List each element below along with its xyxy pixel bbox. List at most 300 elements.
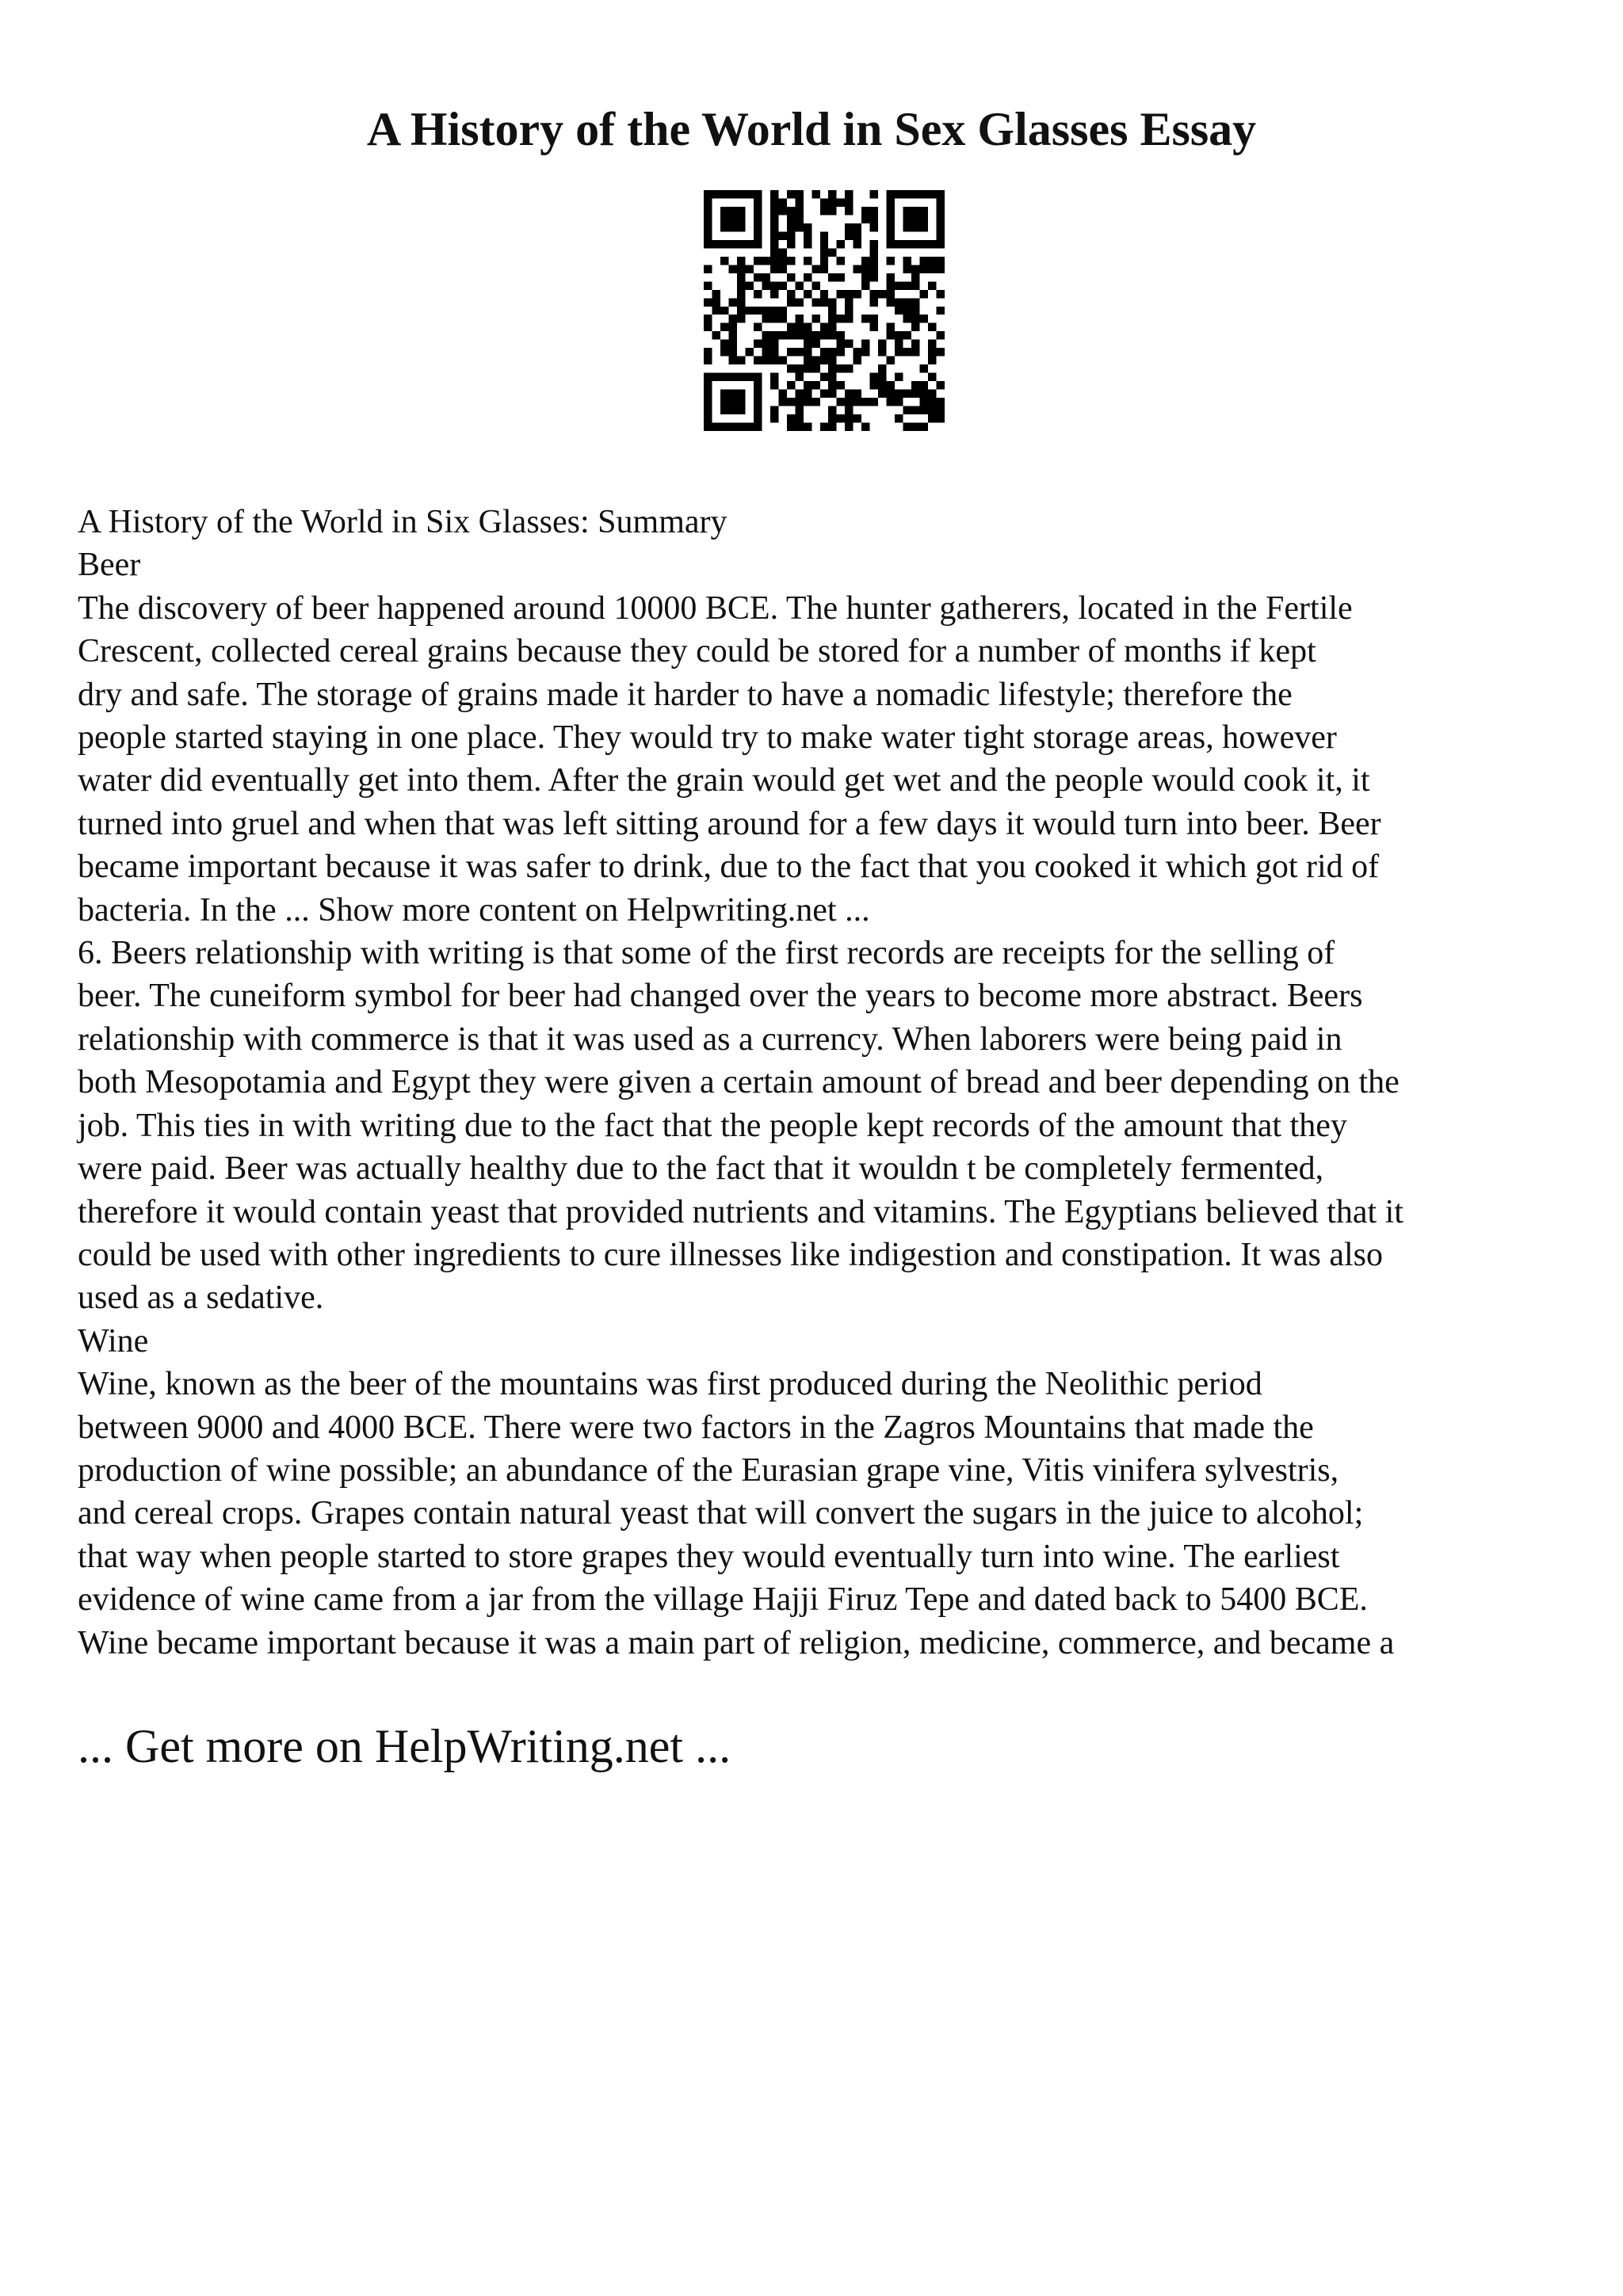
body-line: A History of the World in Six Glasses: Summary: [78, 504, 727, 540]
qr-module: [720, 190, 728, 198]
qr-module: [828, 315, 836, 322]
qr-module: [928, 398, 936, 406]
qr-module: [928, 190, 936, 198]
qr-module: [928, 348, 936, 356]
qr-module: [754, 381, 762, 389]
qr-module: [870, 381, 878, 389]
qr-module: [887, 290, 895, 298]
qr-module: [812, 190, 819, 198]
qr-module: [770, 265, 778, 273]
qr-module: [770, 381, 778, 389]
qr-module: [911, 240, 919, 248]
qr-module: [720, 207, 728, 215]
qr-module: [878, 340, 886, 348]
qr-module: [804, 357, 812, 364]
qr-module: [770, 290, 778, 298]
qr-module: [861, 207, 869, 215]
qr-module: [895, 398, 903, 406]
qr-module: [911, 307, 919, 315]
qr-module: [787, 298, 795, 306]
body-line: production of wine possible; an abundance of the Eurasian grape vine, Vitis vinifera sylvestris,: [78, 1451, 1339, 1489]
qr-module: [728, 207, 736, 215]
qr-module: [704, 265, 712, 273]
qr-module: [795, 315, 803, 322]
qr-module: [795, 364, 803, 372]
body-line: job. This ties in with writing due to the fact that the people kept records of the amount that they: [78, 1107, 1347, 1144]
qr-module: [754, 257, 762, 265]
qr-module: [754, 207, 762, 215]
qr-module: [911, 406, 919, 414]
qr-module: [837, 290, 845, 298]
body-line: became important because it was safer to drink, due to the fact that you cooked it which got rid of: [78, 849, 1380, 886]
qr-module: [720, 390, 728, 398]
qr-module: [920, 265, 928, 273]
qr-module: [770, 215, 778, 223]
qr-module: [928, 340, 936, 348]
qr-module: [787, 240, 795, 248]
qr-module: [737, 406, 745, 414]
qr-module: [737, 315, 745, 322]
qr-module: [754, 240, 762, 248]
qr-module: [828, 307, 836, 315]
qr-module: [728, 406, 736, 414]
qr-module: [804, 390, 812, 398]
qr-module: [804, 231, 812, 239]
qr-module: [928, 414, 936, 422]
qr-module: [704, 298, 712, 306]
qr-module: [911, 340, 919, 348]
qr-module: [895, 281, 903, 289]
qr-module: [861, 281, 869, 289]
qr-module: [845, 390, 853, 398]
qr-module: [903, 190, 911, 198]
qr-module: [937, 290, 945, 298]
body-line: Beer: [78, 547, 141, 584]
qr-module: [778, 331, 786, 339]
qr-module: [720, 223, 728, 231]
qr-module: [762, 281, 769, 289]
qr-module: [937, 331, 945, 339]
qr-module: [728, 373, 736, 381]
qr-module: [828, 414, 836, 422]
qr-module: [937, 215, 945, 223]
body-line: water did eventually get into them. After the grain would get wet and the people would cook it, it: [78, 762, 1370, 799]
qr-module: [720, 348, 728, 356]
qr-module: [770, 198, 778, 206]
qr-module: [820, 231, 828, 239]
qr-module: [737, 190, 745, 198]
qr-module: [804, 240, 812, 248]
qr-module: [720, 423, 728, 431]
qr-module: [870, 290, 878, 298]
qr-module: [920, 257, 928, 265]
qr-module: [745, 423, 753, 431]
qr-module: [812, 331, 819, 339]
qr-module: [887, 390, 895, 398]
qr-module: [820, 323, 828, 331]
qr-module: [937, 265, 945, 273]
qr-module: [870, 190, 878, 198]
qr-module: [704, 406, 712, 414]
qr-module: [754, 340, 762, 348]
qr-module: [828, 423, 836, 431]
qr-module: [854, 357, 861, 364]
qr-module: [762, 315, 769, 322]
qr-module: [737, 273, 745, 281]
qr-module: [937, 223, 945, 231]
qr-module: [770, 340, 778, 348]
qr-module: [928, 240, 936, 248]
qr-module: [737, 215, 745, 223]
qr-module: [712, 373, 720, 381]
qr-module: [745, 348, 753, 356]
qr-module: [828, 323, 836, 331]
qr-module: [704, 373, 712, 381]
qr-module: [903, 215, 911, 223]
qr-module: [903, 348, 911, 356]
qr-module: [937, 307, 945, 315]
qr-module: [887, 381, 895, 389]
qr-module: [812, 398, 819, 406]
qr-module: [795, 331, 803, 339]
qr-module: [920, 223, 928, 231]
qr-module: [712, 290, 720, 298]
qr-module: [820, 257, 828, 265]
qr-module: [787, 423, 795, 431]
qr-module: [820, 373, 828, 381]
qr-module: [920, 381, 928, 389]
qr-module: [787, 348, 795, 356]
qr-module: [845, 340, 853, 348]
qr-module: [820, 357, 828, 364]
qr-module: [795, 223, 803, 231]
qr-module: [928, 323, 936, 331]
qr-module: [795, 215, 803, 223]
qr-module: [937, 190, 945, 198]
qr-module: [870, 273, 878, 281]
qr-module: [870, 240, 878, 248]
qr-module: [795, 298, 803, 306]
qr-module: [845, 223, 853, 231]
qr-module: [720, 373, 728, 381]
qr-module: [911, 348, 919, 356]
qr-module: [845, 298, 853, 306]
qr-module: [920, 364, 928, 372]
qr-module: [887, 215, 895, 223]
qr-module: [920, 215, 928, 223]
qr-module: [870, 248, 878, 256]
qr-module: [911, 281, 919, 289]
qr-module: [770, 190, 778, 198]
qr-module: [820, 198, 828, 206]
qr-module: [778, 248, 786, 256]
qr-module: [720, 406, 728, 414]
body-line: Wine, known as the beer of the mountains was first produced during the Neolithic period: [78, 1366, 1262, 1403]
body-line: people started staying in one place. They would try to make water tight storage areas, however: [78, 719, 1337, 757]
qr-module: [854, 231, 861, 239]
qr-module: [804, 323, 812, 331]
qr-module: [737, 423, 745, 431]
qr-module: [820, 248, 828, 256]
qr-module: [704, 390, 712, 398]
qr-module: [728, 357, 736, 364]
qr-module: [712, 423, 720, 431]
qr-module: [895, 240, 903, 248]
qr-module: [754, 406, 762, 414]
qr-module: [911, 323, 919, 331]
qr-module: [820, 331, 828, 339]
qr-module: [804, 381, 812, 389]
qr-module: [737, 398, 745, 406]
qr-module: [812, 357, 819, 364]
qr-module: [795, 207, 803, 215]
qr-module: [770, 240, 778, 248]
qr-module: [911, 298, 919, 306]
qr-module: [854, 398, 861, 406]
qr-module: [812, 281, 819, 289]
qr-module: [754, 423, 762, 431]
qr-module: [737, 357, 745, 364]
qr-module: [778, 390, 786, 398]
qr-module: [728, 215, 736, 223]
qr-module: [870, 223, 878, 231]
qr-module: [887, 281, 895, 289]
qr-module: [754, 373, 762, 381]
qr-module: [770, 315, 778, 322]
qr-module: [920, 207, 928, 215]
qr-module: [737, 290, 745, 298]
qr-module: [903, 390, 911, 398]
qr-module: [928, 265, 936, 273]
qr-module: [770, 207, 778, 215]
qr-module: [728, 398, 736, 406]
qr-module: [837, 240, 845, 248]
qr-module: [828, 406, 836, 414]
qr-module: [845, 406, 853, 414]
qr-module: [820, 240, 828, 248]
body-line: therefore it would contain yeast that provided nutrients and vitamins. The Egyptians believed that it: [78, 1193, 1403, 1230]
qr-module: [728, 331, 736, 339]
body-line: and cereal crops. Grapes contain natural yeast that will convert the sugars in the juice to alcohol;: [78, 1495, 1364, 1532]
qr-module: [804, 398, 812, 406]
qr-module: [804, 290, 812, 298]
qr-module: [745, 307, 753, 315]
qr-module: [928, 257, 936, 265]
qr-module: [920, 190, 928, 198]
qr-module: [720, 240, 728, 248]
qr-module: [778, 231, 786, 239]
qr-module: [887, 357, 895, 364]
qr-module: [911, 223, 919, 231]
qr-module: [887, 323, 895, 331]
qr-module: [704, 198, 712, 206]
qr-module: [770, 231, 778, 239]
qr-module: [787, 215, 795, 223]
qr-module: [737, 207, 745, 215]
qr-module: [828, 357, 836, 364]
qr-module: [878, 373, 886, 381]
body-line: that way when people started to store grapes they would eventually turn into wine. The earliest: [78, 1538, 1340, 1575]
body-line: turned into gruel and when that was left sitting around for a few days it would turn into beer. Beer: [78, 805, 1381, 842]
qr-module: [795, 390, 803, 398]
qr-module: [903, 281, 911, 289]
qr-module: [770, 373, 778, 381]
qr-module: [812, 340, 819, 348]
qr-module: [837, 257, 845, 265]
qr-module: [720, 257, 728, 265]
qr-module: [812, 265, 819, 273]
qr-module: [762, 307, 769, 315]
qr-module: [861, 348, 869, 356]
qr-module: [704, 381, 712, 389]
qr-module: [903, 298, 911, 306]
qr-module: [861, 398, 869, 406]
qr-module: [754, 323, 762, 331]
qr-module: [754, 190, 762, 198]
body-line: Crescent, collected cereal grains because they could be stored for a number of months if kept: [78, 633, 1316, 670]
qr-module: [911, 273, 919, 281]
qr-module: [787, 207, 795, 215]
qr-module: [845, 307, 853, 315]
qr-module: [837, 364, 845, 372]
qr-module: [787, 223, 795, 231]
qr-module: [928, 281, 936, 289]
qr-module: [928, 390, 936, 398]
qr-module: [704, 423, 712, 431]
qr-module: [712, 298, 720, 306]
qr-module: [854, 240, 861, 248]
qr-module: [737, 240, 745, 248]
qr-module: [820, 298, 828, 306]
qr-module: [728, 265, 736, 273]
qr-module: [704, 357, 712, 364]
qr-module: [937, 198, 945, 206]
qr-module: [887, 223, 895, 231]
qr-module: [828, 198, 836, 206]
qr-module: [804, 223, 812, 231]
qr-module: [804, 364, 812, 372]
qr-module: [828, 373, 836, 381]
qr-module: [903, 307, 911, 315]
qr-module: [878, 390, 886, 398]
qr-module: [737, 257, 745, 265]
qr-module: [804, 340, 812, 348]
qr-module: [795, 414, 803, 422]
qr-module: [937, 381, 945, 389]
qr-module: [720, 340, 728, 348]
qr-module: [878, 381, 886, 389]
qr-module: [754, 390, 762, 398]
qr-module: [828, 273, 836, 281]
qr-module: [837, 398, 845, 406]
qr-module: [911, 390, 919, 398]
body-line: 6. Beers relationship with writing is that some of the first records are receipts for the selling of: [78, 935, 1335, 972]
qr-module: [812, 315, 819, 322]
qr-module: [920, 390, 928, 398]
qr-module: [795, 323, 803, 331]
qr-module: [762, 340, 769, 348]
qr-module: [778, 265, 786, 273]
qr-module: [770, 348, 778, 356]
qr-module: [887, 207, 895, 215]
qr-module: [920, 315, 928, 322]
qr-module: [861, 423, 869, 431]
qr-module: [837, 315, 845, 322]
get-more-link[interactable]: ... Get more on HelpWriting.net ...: [78, 1720, 731, 1772]
qr-module: [861, 340, 869, 348]
qr-module: [911, 265, 919, 273]
qr-module: [937, 414, 945, 422]
qr-module: [870, 373, 878, 381]
qr-module: [745, 373, 753, 381]
qr-module: [754, 198, 762, 206]
qr-module: [770, 307, 778, 315]
qr-module: [787, 273, 795, 281]
qr-module: [911, 315, 919, 322]
qr-module: [845, 315, 853, 322]
qr-module: [895, 340, 903, 348]
qr-module: [895, 373, 903, 381]
qr-module: [704, 223, 712, 231]
qr-module: [870, 215, 878, 223]
qr-module: [828, 381, 836, 389]
qr-module: [837, 340, 845, 348]
qr-module: [895, 298, 903, 306]
qr-module: [937, 231, 945, 239]
qr-module: [861, 215, 869, 223]
qr-module: [770, 248, 778, 256]
qr-module: [861, 315, 869, 322]
qr-module: [837, 273, 845, 281]
qr-module: [787, 364, 795, 372]
qr-module: [787, 190, 795, 198]
qr-module: [720, 323, 728, 331]
body-line: used as a sedative.: [78, 1280, 324, 1317]
qr-module: [728, 340, 736, 348]
qr-module: [911, 190, 919, 198]
qr-module: [754, 223, 762, 231]
qr-module: [704, 323, 712, 331]
qr-module: [787, 414, 795, 422]
qr-module: [795, 198, 803, 206]
qr-module: [770, 257, 778, 265]
qr-module: [828, 331, 836, 339]
qr-module: [920, 423, 928, 431]
qr-module: [828, 348, 836, 356]
qr-module: [728, 390, 736, 398]
qr-module: [903, 223, 911, 231]
qr-module: [804, 348, 812, 356]
qr-module: [704, 240, 712, 248]
qr-module: [812, 364, 819, 372]
qr-module: [820, 423, 828, 431]
qr-module: [704, 207, 712, 215]
qr-module: [745, 281, 753, 289]
qr-module: [837, 198, 845, 206]
qr-module: [887, 298, 895, 306]
qr-module: [861, 257, 869, 265]
qr-module: [754, 357, 762, 364]
qr-module: [895, 307, 903, 315]
qr-module: [937, 207, 945, 215]
qr-module: [795, 281, 803, 289]
qr-module: [870, 315, 878, 322]
qr-module: [878, 364, 886, 372]
qr-module: [762, 348, 769, 356]
qr-module: [845, 207, 853, 215]
qr-module: [712, 240, 720, 248]
qr-module: [895, 414, 903, 422]
